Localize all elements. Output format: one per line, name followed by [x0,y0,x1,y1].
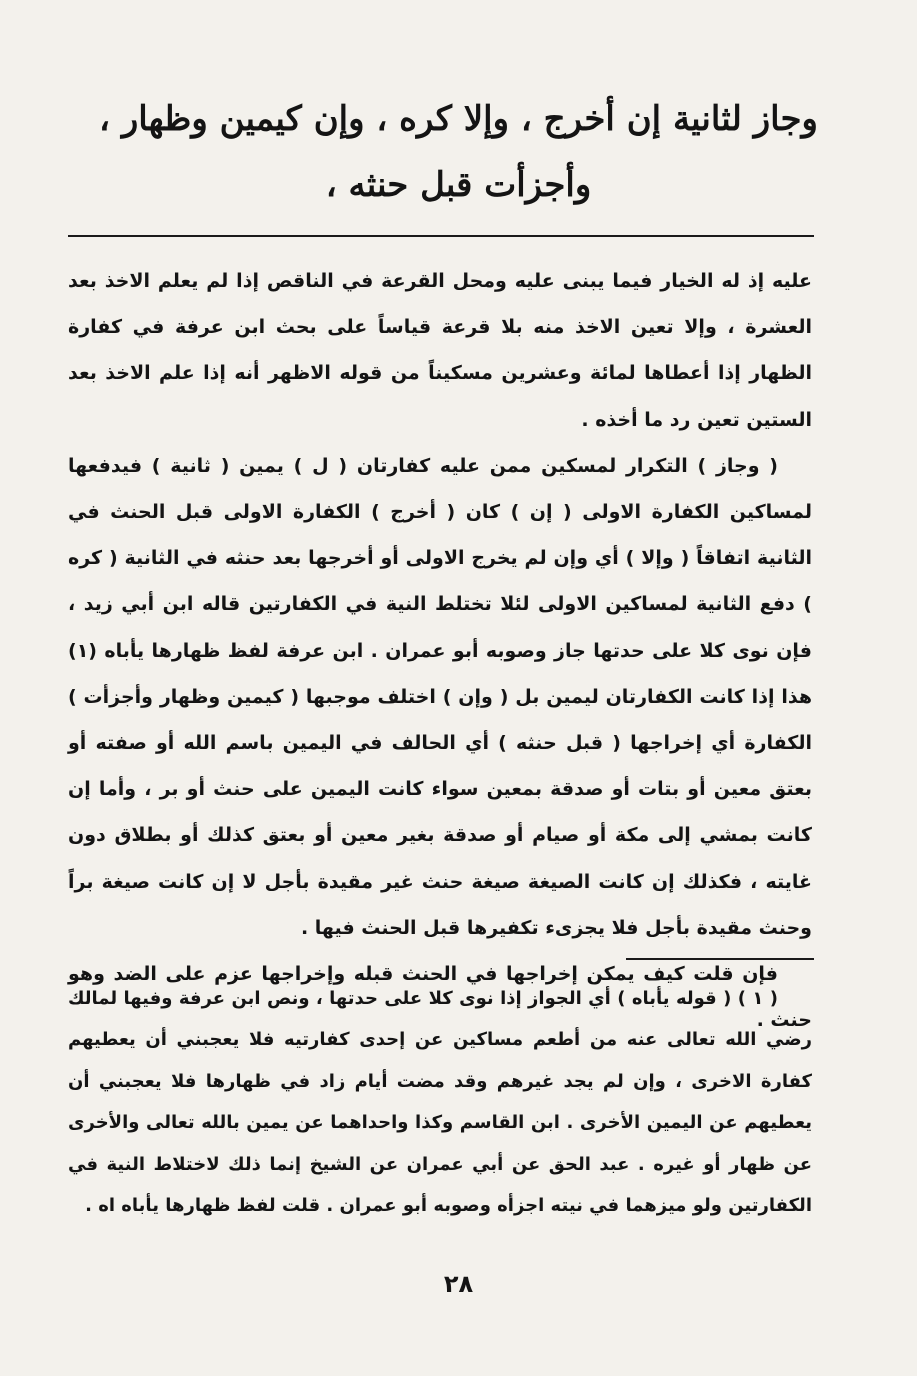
matn-heading-line-2: وأجزأت قبل حنثه ، [325,165,592,205]
heading-divider [68,235,814,237]
commentary-paragraph-2: ( وجاز ) التكرار لمسكين ممن عليه كفارتان ( ل ) يمين ( ثانية ) فيدفعها لمساكين الكفارة الاولى ( إن ) كان ( أخرج ) الكفارة الاولى قبل الحنث في الثانية اتفاقاً ( وإلا ) أي وإن لم يخرج الاولى أو أخرجها بعد حنثه في الثانية ( كره ) دفع الثانية لمساكين الاولى لئلا تختلط النية في الكفارتين قاله ابن أبي زيد ، فإن نوى كلا على حدتها جاز وصوبه أبو عمران . ابن عرفة لفظ ظهارها يأباه (١) هذا إذا كانت الكفارتان ليمين بل ( وإن ) اختلف موجبها ( كيمين وظهار وأجزأت ) الكفارة أي إخراجها ( قبل حنثه ) أي الحالف في اليمين باسم الله أو صفته أو بعتق معين أو بتات أو صدقة بمعين سواء كانت اليمين على حنث أو بر ، وأما إن كانت بمشي إلى مكة أو صيام أو صدقة بغير معين أو بعتق كذلك أو بطلاق دون غايته ، فكذلك إن كانت الصيغة صيغة حنث غير مقيدة بأجل لا إن كانت صيغة براً وحنث مقيدة بأجل فلا يجزىء تكفيرها قبل الحنث فيها . [68,454,812,939]
footnote-divider [626,958,814,960]
matn-heading-line-1: وجاز لثانية إن أخرج ، وإلا كره ، وإن كيمين وظهار ، [99,99,818,139]
commentary-text [68,258,812,1043]
commentary-paragraph-3: فإن قلت كيف يمكن إخراجها في الحنث قبله وإخراجها عزم على الضد وهو حنث . [68,963,812,1032]
footnote [68,978,812,1226]
footnote-text: ( ١ ) ( قوله يأباه ) أي الجواز إذا نوى كلا على حدتها ، ونص ابن عرفة وفيها لمالك رضي الله تعالى عنه من أطعم مساكين عن إحدى كفارتيه فلا يعجبني أن يعطيهم كفارة الاخرى ، وإن لم يجد غيرهم وقد مضت أيام زاد في ظهارها فلا يعجبني أن يعطيهم عن اليمين الأخرى . ابن القاسم وكذا واحداهما عن يمين بالله تعالى والأخرى عن ظهار أو غيره . عبد الحق عن أبي عمران عن الشيخ إنما ذلك لاختلاط النية في الكفارتين ولو ميزهما في نيته اجزأه وصوبه أبو عمران . قلت لفظ ظهارها يأباه اه . [68,988,812,1217]
commentary-paragraph-1: عليه إذ له الخيار فيما يبنى عليه ومحل القرعة في الناقص إذا لم يعلم الاخذ بعد العشرة ، وإلا تعين الاخذ منه بلا قرعة قياساً على بحث ابن عرفة في كفارة الظهار إذا أعطاها لمائة وعشرين مسكيناً من قوله الاظهر أنه إذا علم الاخذ بعد الستين تعين رد ما أخذه . [68,270,812,431]
page-number: ٢٨ [443,1270,474,1298]
